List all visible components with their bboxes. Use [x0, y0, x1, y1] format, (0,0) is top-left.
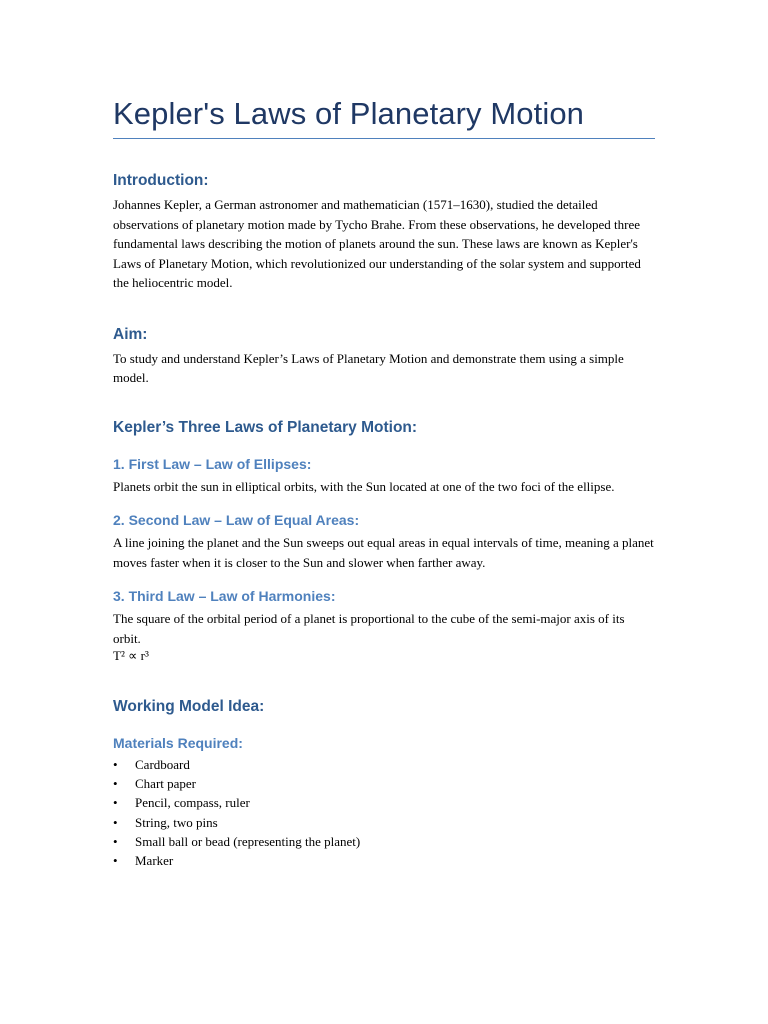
first-law-heading: 1. First Law – Law of Ellipses: — [113, 455, 312, 472]
list-item-text: Cardboard — [135, 757, 190, 772]
list-item — [113, 813, 655, 832]
list-item-text: Marker — [135, 853, 174, 869]
laws-section — [113, 417, 655, 665]
list-item — [113, 793, 655, 812]
first-law-text: Planets orbit the sun in elliptical orbits, with the Sun located at one of the two foci of the ellipse. — [113, 478, 615, 494]
bullet: • — [113, 776, 118, 792]
working-model-section — [113, 696, 655, 870]
aim-heading: Aim: — [113, 325, 148, 343]
list-item — [113, 774, 655, 793]
third-law-heading: 3. Third Law – Law of Harmonies: — [113, 588, 336, 604]
introduction-text: Johannes Kepler, a German astronomer and mathematician (1571–1630), studied the detailed observations of planetary motion made by Tycho Brahe. From these observations, he developed three fundamental laws describing the motion of planets around the sun. These laws are known as Kepler's Laws of Planetary Motion, which revolutionized our understanding of the solar system and supported the heliocentric model. — [113, 197, 641, 290]
title-underline — [113, 138, 655, 139]
introduction-section — [113, 170, 655, 293]
bullet: • — [113, 814, 118, 830]
working-model-heading: Working Model Idea: — [113, 698, 265, 715]
list-item-text: Pencil, compass, ruler — [135, 795, 250, 811]
bullet: • — [113, 853, 118, 869]
third-law — [113, 586, 655, 664]
laws-heading: Kepler’s Three Laws of Planetary Motion: — [113, 418, 418, 436]
bullet: • — [113, 757, 118, 772]
list-item-text: String, two pins — [135, 814, 218, 830]
list-item-text: Chart paper — [135, 776, 197, 792]
second-law-heading: 2. Second Law – Law of Equal Areas: — [113, 512, 360, 528]
aim-section — [113, 324, 655, 388]
materials-heading: Materials Required: — [113, 735, 243, 751]
list-item — [113, 832, 655, 851]
document-body — [113, 170, 655, 870]
materials-list — [113, 755, 655, 870]
list-item — [113, 755, 655, 774]
aim-text: To study and understand Kepler’s Laws of Planetary Motion and demonstrate them using a simple model. — [113, 350, 624, 385]
third-law-formula: T² ∝ r³ — [113, 648, 149, 663]
third-law-text: The square of the orbital period of a planet is proportional to the cube of the semi-major axis of its orbit. — [113, 611, 625, 646]
bullet: • — [113, 795, 118, 811]
list-item — [113, 851, 655, 870]
second-law-text: A line joining the planet and the Sun sweeps out equal areas in equal intervals of time, meaning a planet moves faster when it is closer to the Sun and slower when farther away. — [113, 535, 654, 570]
list-item-text: Small ball or bead (representing the planet) — [135, 833, 361, 849]
second-law — [113, 510, 655, 572]
bullet: • — [113, 833, 118, 849]
introduction-heading: Introduction: — [113, 172, 209, 189]
document-title: Kepler's Laws of Planetary Motion — [113, 96, 585, 131]
first-law — [113, 454, 655, 497]
